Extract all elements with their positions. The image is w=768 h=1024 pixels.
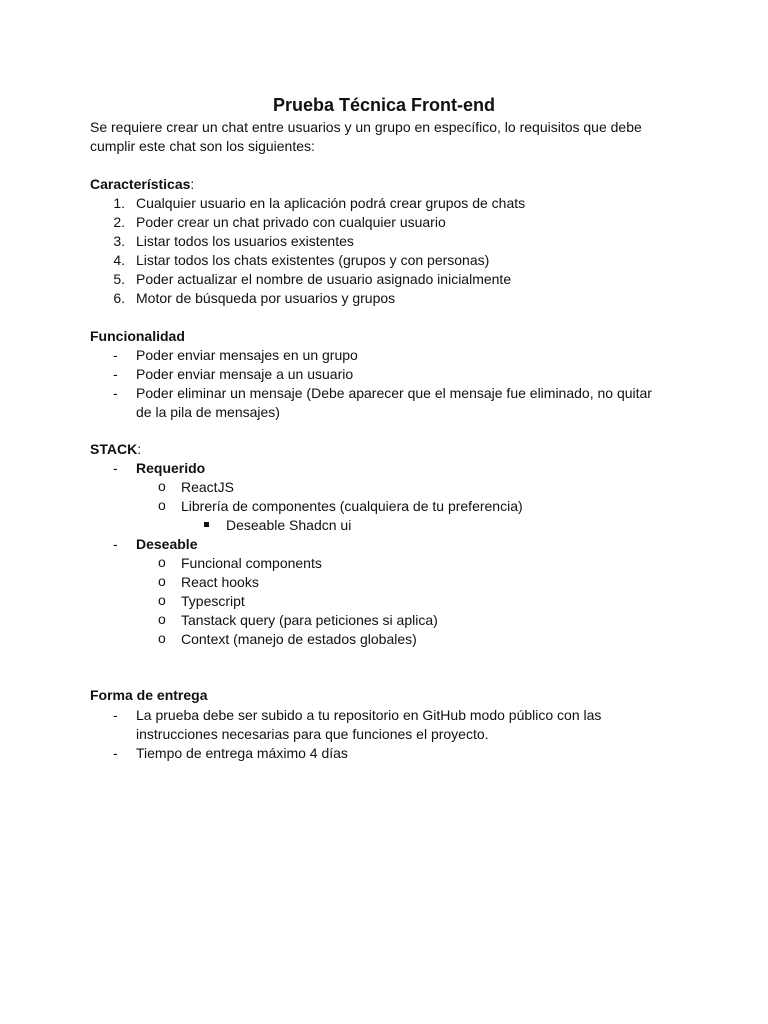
dash-bullet: -: [113, 366, 118, 382]
intro-line-2: cumplir este chat son los siguientes:: [90, 138, 315, 154]
list-item-marker: 4.: [113, 252, 125, 268]
list-item: React hooks: [181, 574, 259, 590]
requerido-label: Requerido: [136, 460, 206, 476]
intro-line-1: Se requiere crear un chat entre usuarios y un grupo en específico, lo requisitos que debe: [90, 119, 642, 135]
caracteristicas-heading-colon: :: [190, 176, 195, 192]
deseable-label: Deseable: [136, 536, 198, 552]
stack-heading-label: STACK: [90, 441, 138, 457]
entrega-heading: Forma de entrega: [90, 687, 208, 703]
caracteristicas-heading: [90, 175, 194, 194]
list-item-marker: 5.: [113, 271, 125, 287]
stack-heading-colon: :: [137, 441, 142, 457]
dash-bullet: -: [113, 347, 118, 363]
list-item: La prueba debe ser subido a tu repositorio en GitHub modo público con las: [136, 707, 602, 723]
dash-bullet: -: [113, 385, 118, 401]
circle-bullet: o: [158, 478, 166, 494]
list-item: Librería de componentes (cualquiera de tu preferencia): [181, 498, 523, 514]
list-item: Deseable Shadcn ui: [226, 517, 352, 533]
circle-bullet: o: [158, 592, 166, 608]
list-item: Typescript: [181, 593, 245, 609]
circle-bullet: o: [158, 497, 166, 513]
list-item: Listar todos los chats existentes (grupos y con personas): [136, 252, 490, 268]
dash-bullet: -: [113, 460, 118, 476]
list-item: Tanstack query (para peticiones si aplica): [181, 612, 438, 628]
document-title: Prueba Técnica Front-end: [272, 95, 496, 115]
caracteristicas-heading-label: Características: [90, 176, 191, 192]
list-item-marker: 3.: [113, 233, 125, 249]
dash-bullet: -: [113, 707, 118, 723]
list-item: Poder enviar mensajes en un grupo: [136, 347, 358, 363]
list-item: Tiempo de entrega máximo 4 días: [136, 745, 348, 761]
list-item-marker: 1.: [113, 195, 125, 211]
dash-bullet: -: [113, 745, 118, 761]
square-bullet-icon: [204, 522, 209, 527]
circle-bullet: o: [158, 630, 166, 646]
circle-bullet: o: [158, 554, 166, 570]
list-item: ReactJS: [181, 479, 234, 495]
stack-heading: [90, 440, 141, 459]
list-item: Poder actualizar el nombre de usuario asignado inicialmente: [136, 271, 512, 287]
list-item: Context (manejo de estados globales): [181, 631, 417, 647]
dash-bullet: -: [113, 536, 118, 552]
list-item-continuation: instrucciones necesarias para que funciones el proyecto.: [136, 726, 489, 742]
list-item: Listar todos los usuarios existentes: [136, 233, 354, 249]
circle-bullet: o: [158, 611, 166, 627]
list-item-marker: 2.: [113, 214, 125, 230]
circle-bullet: o: [158, 573, 166, 589]
list-item: Funcional components: [181, 555, 322, 571]
list-item: Poder eliminar un mensaje (Debe aparecer que el mensaje fue eliminado, no quitar: [136, 385, 652, 401]
list-item-continuation: de la pila de mensajes): [136, 404, 280, 420]
list-item: Poder enviar mensaje a un usuario: [136, 366, 354, 382]
list-item: Motor de búsqueda por usuarios y grupos: [136, 290, 396, 306]
funcionalidad-heading: Funcionalidad: [90, 328, 185, 344]
list-item-marker: 6.: [113, 290, 125, 306]
list-item: Cualquier usuario en la aplicación podrá crear grupos de chats: [136, 195, 526, 211]
list-item: Poder crear un chat privado con cualquier usuario: [136, 214, 446, 230]
